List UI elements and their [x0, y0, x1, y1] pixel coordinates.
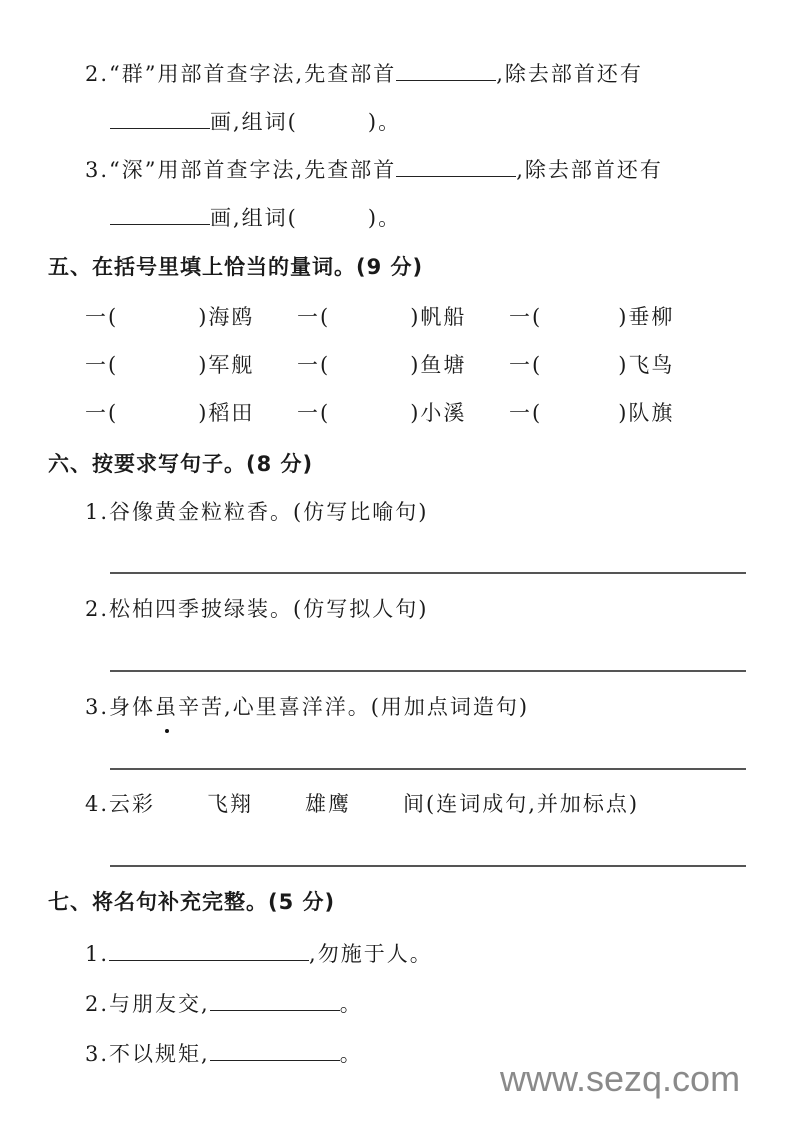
q5-cell-3-1: [85, 399, 254, 427]
q4-item-3-num: 3.: [85, 158, 110, 182]
q7-item-2-num: 2.: [85, 992, 110, 1016]
q7-heading: 七、将名句补充完整。(5 分): [48, 890, 336, 914]
noun: 飞鸟: [628, 353, 675, 377]
measure-prefix: 一(: [85, 305, 119, 329]
measure-prefix: 一(: [297, 353, 331, 377]
measure-prefix: 一(: [297, 305, 331, 329]
measure-close: ): [410, 305, 421, 329]
noun: 队旗: [628, 401, 675, 425]
measure-prefix: 一(: [509, 401, 543, 425]
q7-item-3: [85, 1038, 363, 1068]
measure-close: ): [618, 401, 629, 425]
q7-item-1: [85, 938, 433, 968]
q5-cell-2-1: [85, 351, 254, 379]
q6-item-3-num: 3.: [85, 695, 110, 719]
q4-item-3-text-c: 画,组词(: [210, 206, 298, 230]
q5-cell-3-2: [297, 399, 466, 427]
q6-item-3-emphasized-word: [155, 693, 178, 721]
q6-item-4: [85, 790, 639, 818]
measure-close: ): [618, 353, 629, 377]
noun: 稻田: [208, 401, 255, 425]
measure-close: ): [618, 305, 629, 329]
q5-cell-1-1: [85, 303, 254, 331]
measure-prefix: 一(: [85, 353, 119, 377]
noun: 小溪: [420, 401, 467, 425]
q6-item-2: [85, 595, 428, 623]
q5-cell-2-3: [509, 351, 674, 379]
q4-item-3-text-d: )。: [367, 206, 402, 230]
q4-item-2-strokes-blank[interactable]: [110, 106, 210, 129]
q7-item-3-num: 3.: [85, 1042, 110, 1066]
q6-item-4-word: 间: [403, 792, 427, 816]
q4-item-2-line2: [110, 106, 401, 136]
emph-char: 虽: [155, 695, 179, 719]
q6-item-4-instruction: (连词成句,并加标点): [426, 792, 640, 816]
q4-item-2-text-d: )。: [367, 110, 402, 134]
q6-item-3-text-before: 身体: [109, 695, 156, 719]
measure-close: ): [410, 401, 421, 425]
q4-item-3-text-a: 用部首查字法,先查部首: [157, 158, 397, 182]
q6-item-1-answer-line[interactable]: [110, 572, 746, 574]
q4-item-2-text-b: ,除去部首还有: [496, 62, 643, 86]
measure-close: ): [198, 401, 209, 425]
measure-close: ): [410, 353, 421, 377]
noun: 垂柳: [628, 305, 675, 329]
q4-item-3-quote: “深”: [109, 158, 158, 182]
measure-prefix: 一(: [509, 353, 543, 377]
q6-item-3: [85, 693, 529, 721]
q5-cell-1-2: [297, 303, 466, 331]
q4-item-2-radical-blank[interactable]: [396, 58, 496, 81]
q7-item-3-after: 。: [339, 1042, 363, 1066]
q6-item-4-answer-line[interactable]: [110, 865, 746, 867]
watermark: www.sezq.com: [500, 1058, 741, 1099]
q4-item-2-line1: [85, 58, 643, 88]
q7-item-1-after: ,勿施于人。: [309, 942, 433, 966]
noun: 帆船: [420, 305, 467, 329]
q6-item-2-num: 2.: [85, 597, 110, 621]
q6-item-4-word: 飞翔: [207, 792, 254, 816]
emphasis-dot-icon: [165, 729, 169, 733]
q4-item-3-radical-blank[interactable]: [396, 154, 516, 177]
q7-item-2-blank[interactable]: [210, 988, 340, 1011]
q4-item-2-text-a: 用部首查字法,先查部首: [157, 62, 397, 86]
q4-item-2-num: 2.: [85, 62, 110, 86]
q7-item-2-after: 。: [339, 992, 363, 1016]
measure-prefix: 一(: [85, 401, 119, 425]
q5-cell-1-3: [509, 303, 674, 331]
q6-item-1: [85, 498, 428, 526]
q6-item-2-text: 松柏四季披绿装。(仿写拟人句): [109, 597, 429, 621]
q7-item-2: [85, 988, 363, 1018]
q6-item-2-answer-line[interactable]: [110, 670, 746, 672]
q7-item-1-blank[interactable]: [109, 938, 309, 961]
q6-item-4-word: 雄鹰: [305, 792, 352, 816]
measure-close: ): [198, 305, 209, 329]
q5-cell-3-3: [509, 399, 674, 427]
measure-close: ): [198, 353, 209, 377]
q7-item-3-before: 不以规矩,: [109, 1042, 210, 1066]
q4-item-3-line2: [110, 202, 401, 232]
noun: 海鸥: [208, 305, 255, 329]
q5-cell-2-2: [297, 351, 466, 379]
q6-item-4-num: 4.: [85, 792, 110, 816]
q4-item-3-line1: [85, 154, 663, 184]
q6-heading: 六、按要求写句子。(8 分): [48, 452, 314, 476]
q6-item-4-word: 云彩: [109, 792, 156, 816]
q6-item-1-text: 谷像黄金粒粒香。(仿写比喻句): [109, 500, 429, 524]
q4-item-3-strokes-blank[interactable]: [110, 202, 210, 225]
q4-item-2-text-c: 画,组词(: [210, 110, 298, 134]
measure-prefix: 一(: [509, 305, 543, 329]
measure-prefix: 一(: [297, 401, 331, 425]
q4-item-3-text-b: ,除去部首还有: [516, 158, 663, 182]
q4-item-2-quote: “群”: [109, 62, 158, 86]
q6-item-3-answer-line[interactable]: [110, 768, 746, 770]
q6-item-1-num: 1.: [85, 500, 110, 524]
noun: 鱼塘: [420, 353, 467, 377]
noun: 军舰: [208, 353, 255, 377]
q7-item-1-num: 1.: [85, 942, 110, 966]
q5-heading: 五、在括号里填上恰当的量词。(9 分): [48, 255, 424, 279]
q7-item-3-blank[interactable]: [210, 1038, 340, 1061]
q7-item-2-before: 与朋友交,: [109, 992, 210, 1016]
q6-item-3-text-after: 辛苦,心里喜洋洋。(用加点词造句): [178, 695, 530, 719]
